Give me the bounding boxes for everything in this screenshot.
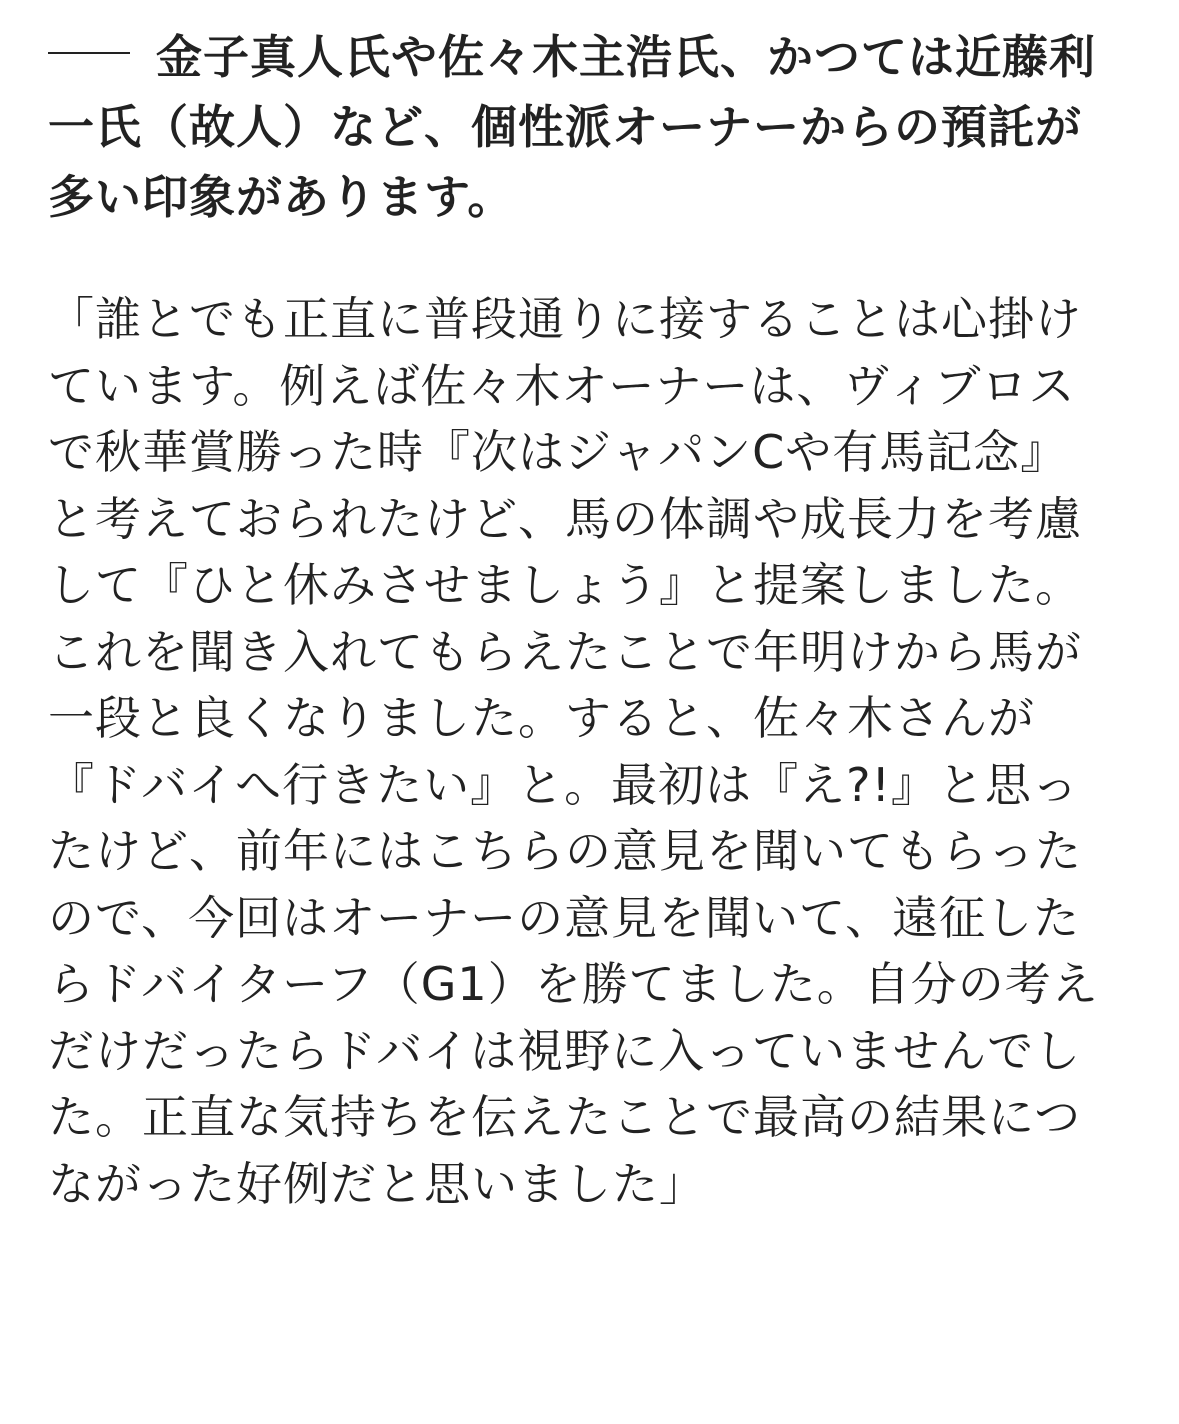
interview-question	[48, 22, 1138, 232]
question-line-text: 金子真人氏や佐々木主浩氏、かつては近藤利	[156, 30, 1096, 84]
article-body	[48, 22, 1138, 1217]
answer-line: 一段と良くなりました。すると、佐々木さんが	[48, 691, 1035, 745]
answer-line: で秋華賞勝った時『次はジャパンCや有馬記念』	[48, 425, 1068, 479]
question-line: 一氏（故人）など、個性派オーナーからの預託が	[48, 100, 1082, 154]
answer-line: と考えておられたけど、馬の体調や成長力を考慮	[48, 491, 1082, 546]
answer-line: これを聞き入れてもらえたことで年明けから馬が	[48, 624, 1082, 679]
interview-answer	[48, 286, 1138, 1217]
answer-line: ながった好例だと思いました」	[48, 1156, 706, 1211]
question-line	[48, 22, 1138, 92]
answer-line: ので、今回はオーナーの意見を聞いて、遠征した	[48, 890, 1081, 945]
answer-line: た。正直な気持ちを伝えたことで最高の結果につ	[48, 1090, 1082, 1144]
answer-line: して『ひと休みさせましょう』と提案しました。	[48, 558, 1082, 612]
answer-line: ています。例えば佐々木オーナーは、ヴィブロス	[48, 358, 1076, 413]
em-dash-rule	[48, 52, 130, 54]
answer-line: だけだったらドバイは視野に入っていませんでし	[48, 1023, 1082, 1078]
answer-line: 『ドバイへ行きたい』と。最初は『え?!』と思っ	[48, 757, 1079, 812]
answer-line: たけど、前年にはこちらの意見を聞いてもらった	[48, 824, 1082, 878]
question-line: 多い印象があります。	[48, 170, 515, 224]
answer-line: 「誰とでも正直に普段通りに接することは心掛け	[48, 292, 1082, 346]
answer-line: らドバイターフ（G1）を勝てました。自分の考え	[48, 957, 1099, 1011]
